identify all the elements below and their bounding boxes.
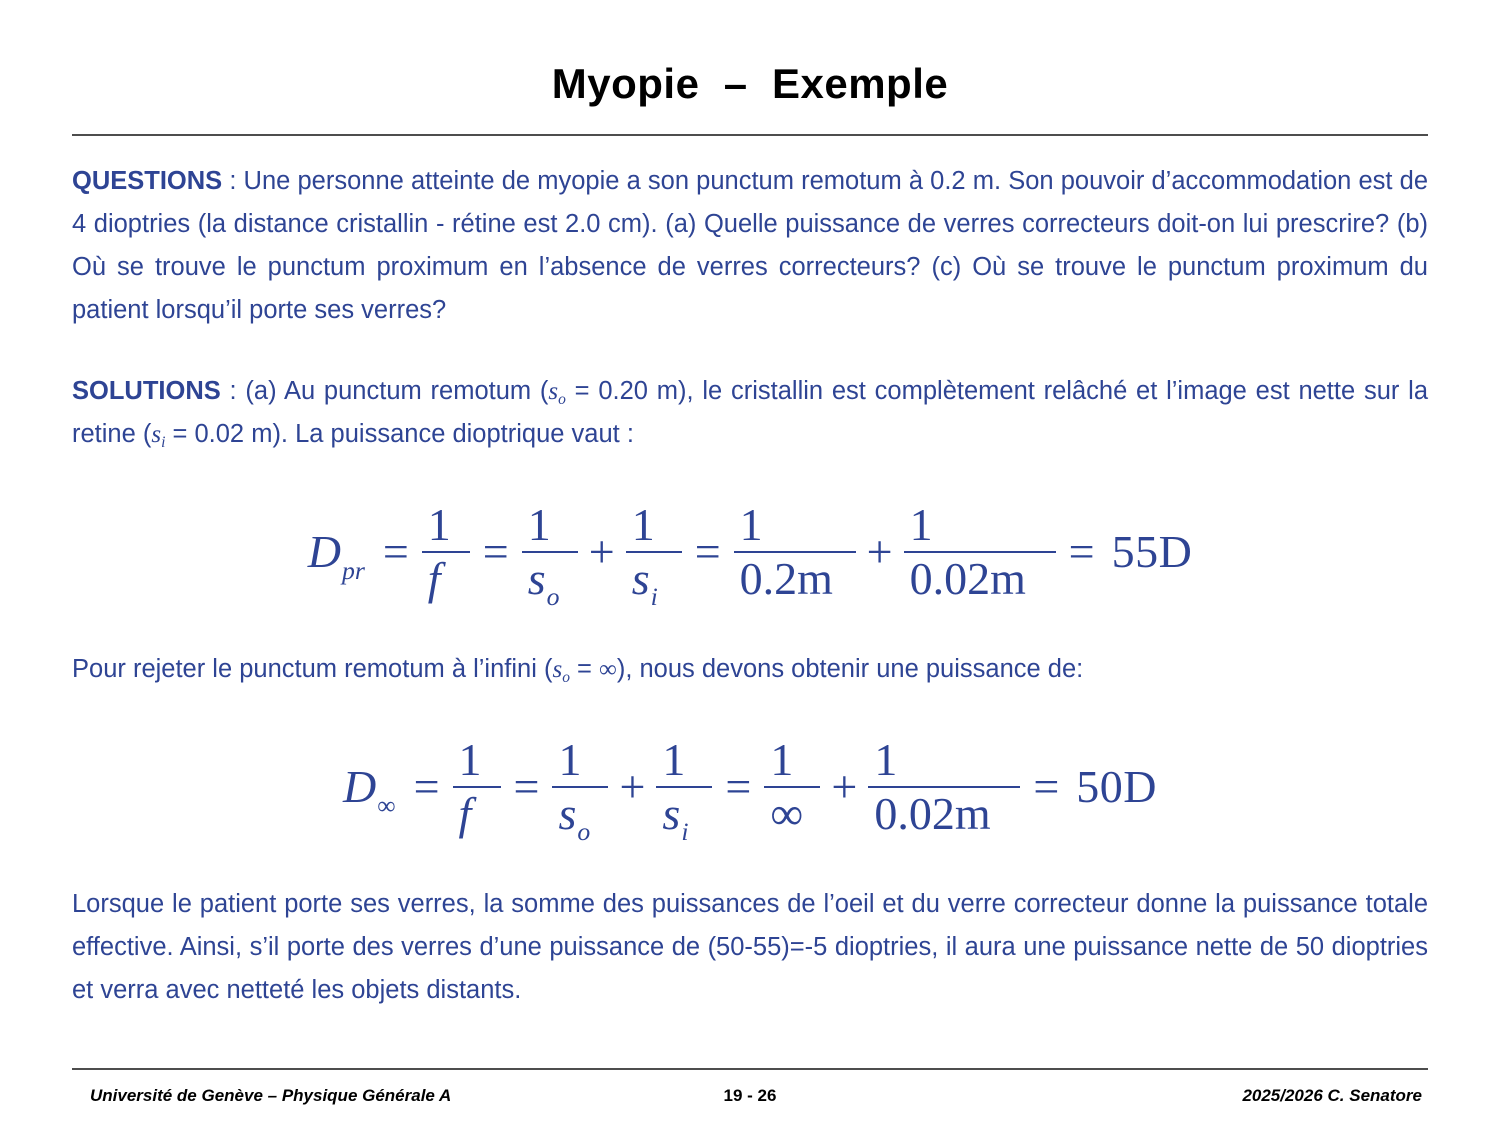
equation-1 [307, 499, 1193, 611]
equation-2 [342, 734, 1158, 846]
eq1-frac-so-den-sub: o [546, 582, 560, 611]
eq1-frac-si [626, 499, 682, 611]
eq1-result: 55D [1111, 526, 1193, 577]
eq2-frac-v1 [764, 734, 820, 839]
eq2-frac-si-num: 1 [662, 734, 686, 785]
eq1-frac-f-num: 1 [427, 499, 451, 550]
spacer-after-eq1 [72, 602, 1428, 648]
inline-var-si-1 [151, 421, 166, 451]
middle-paragraph [72, 648, 1428, 691]
eq1-frac-so-den [522, 553, 578, 611]
eq2-equals-4: = [1033, 761, 1060, 812]
eq1-frac-v1-num: 1 [739, 499, 763, 550]
eq1-plus-2: + [866, 526, 893, 577]
equation-2-wrapper [72, 734, 1428, 846]
middle-text-part2: = [569, 655, 599, 683]
inline-var-so-2-sub: o [562, 668, 570, 686]
eq1-frac-f [422, 499, 470, 604]
footer-divider [72, 1068, 1428, 1070]
final-paragraph: Lorsque le patient porte ses verres, la somme des puissances de l’oeil et du verre correcteur donne la puissance totale effective. Ainsi, s’il porte des verres d’une puissance de (50-55)=-5 dioptries, il aura une puissance nette de 50 dioptries et verra avec netteté les objets distants. [72, 890, 1428, 1004]
eq2-frac-f [453, 734, 501, 839]
eq1-equals-1: = [382, 526, 409, 577]
solutions-paragraph [72, 370, 1428, 456]
questions-colon: : [222, 167, 237, 195]
eq2-frac-so-den [552, 788, 608, 846]
eq2-frac-si-den-sub: i [681, 817, 689, 846]
inline-var-si-1-symbol: s [151, 421, 162, 448]
eq2-frac-si-den [656, 788, 712, 846]
inline-var-so-2 [552, 656, 570, 686]
eq2-frac-so-den-sub: o [577, 817, 591, 846]
spacer-before-eq2 [72, 691, 1428, 737]
solutions-label: SOLUTIONS [72, 377, 221, 405]
eq1-frac-si-den-symbol: s [631, 553, 650, 604]
eq2-frac-v2-num: 1 [874, 734, 898, 785]
eq1-frac-so-den-symbol: s [527, 553, 546, 604]
eq1-plus-1: + [588, 526, 615, 577]
middle-text-part3: ), nous devons obtenir une puissance de: [616, 655, 1084, 683]
equation-1-wrapper [72, 499, 1428, 611]
eq1-lhs-symbol: D [307, 526, 341, 577]
eq2-lhs-symbol: D [342, 761, 377, 812]
eq2-frac-si [656, 734, 712, 846]
solutions-text-part2: = 0.20 m), le cristallin est complètement relâché et l’image est nette sur la retine ( [72, 377, 1428, 448]
eq1-frac-si-den-sub: i [650, 582, 658, 611]
eq2-equals-2: = [513, 761, 540, 812]
footer [72, 1086, 1428, 1120]
inline-var-so-1-sub: o [558, 390, 566, 408]
questions-text: Une personne atteinte de myopie a son punctum remotum à 0.2 m. Son pouvoir d’accommodation est de 4 dioptries (la distance cristallin - rétine est 2.0 cm). (a) Quelle puissance de verres correcteurs doit-on lui prescrire? (b) Où se trouve le punctum proximum en l’absence de verres correcteurs? (c) Où se trouve le punctum proximum du patient lorsqu’il porte ses verres? [72, 167, 1429, 324]
eq2-lhs-subscript: ∞ [377, 791, 396, 820]
inline-var-so-1-symbol: s [548, 378, 559, 405]
eq2-equals-1: = [413, 761, 440, 812]
eq1-frac-so-num: 1 [527, 499, 551, 550]
eq1-equals-3: = [694, 526, 721, 577]
inline-var-si-1-sub: i [161, 433, 166, 451]
eq1-frac-v2 [904, 499, 1056, 604]
middle-text-part1: Pour rejeter le punctum remotum à l’infini ( [72, 655, 553, 683]
eq1-frac-v1 [734, 499, 856, 604]
eq2-frac-so-den-symbol: s [558, 788, 577, 839]
eq1-frac-f-den: f [427, 553, 441, 604]
spacer-after-questions [72, 332, 1428, 370]
questions-paragraph [72, 160, 1428, 332]
footer-course-label: Université de Genève – Physique Générale A [90, 1086, 452, 1105]
eq2-result: 50D [1076, 761, 1158, 812]
slide-content [72, 160, 1428, 1012]
infinity-symbol: ∞ [599, 656, 617, 683]
eq2-lhs [342, 761, 401, 820]
eq2-plus-1: + [619, 761, 646, 812]
footer-page-number: 19 - 26 [723, 1086, 777, 1105]
eq1-frac-v1-den: 0.2m [739, 553, 833, 604]
eq1-lhs [307, 526, 370, 585]
inline-var-so-2-symbol: s [552, 656, 563, 683]
eq1-frac-so [522, 499, 578, 611]
eq1-lhs-subscript: pr [341, 556, 365, 585]
solutions-text-part3: = 0.02 m). La puissance dioptrique vaut : [165, 420, 634, 448]
page-title: Myopie – Exemple [551, 60, 949, 107]
eq1-frac-v2-den: 0.02m [909, 553, 1026, 604]
eq2-frac-so [552, 734, 608, 846]
inline-var-so-1 [548, 378, 566, 408]
questions-label: QUESTIONS [72, 167, 223, 195]
eq1-equals-2: = [482, 526, 509, 577]
eq1-equals-4: = [1068, 526, 1095, 577]
eq2-frac-f-den: f [458, 788, 472, 839]
eq1-frac-v2-num: 1 [909, 499, 933, 550]
eq2-frac-v2-den: 0.02m [874, 788, 991, 839]
eq1-frac-si-num: 1 [631, 499, 655, 550]
eq1-frac-si-den [626, 553, 682, 611]
solutions-colon: : [220, 377, 237, 405]
eq2-frac-f-num: 1 [458, 734, 482, 785]
eq2-equals-3: = [725, 761, 752, 812]
spacer-after-eq2 [72, 837, 1428, 883]
eq2-plus-2: + [831, 761, 858, 812]
solutions-text-part1: (a) Au punctum remotum ( [236, 377, 549, 405]
eq2-frac-so-num: 1 [558, 734, 582, 785]
spacer-before-eq1 [72, 456, 1428, 502]
eq2-frac-v1-num: 1 [770, 734, 794, 785]
eq2-frac-v1-den: ∞ [770, 788, 804, 839]
header-divider [72, 134, 1428, 136]
eq2-frac-v2 [868, 734, 1020, 839]
footer-author-label: 2025/2026 C. Senatore [1242, 1086, 1422, 1105]
eq2-frac-si-den-symbol: s [662, 788, 681, 839]
